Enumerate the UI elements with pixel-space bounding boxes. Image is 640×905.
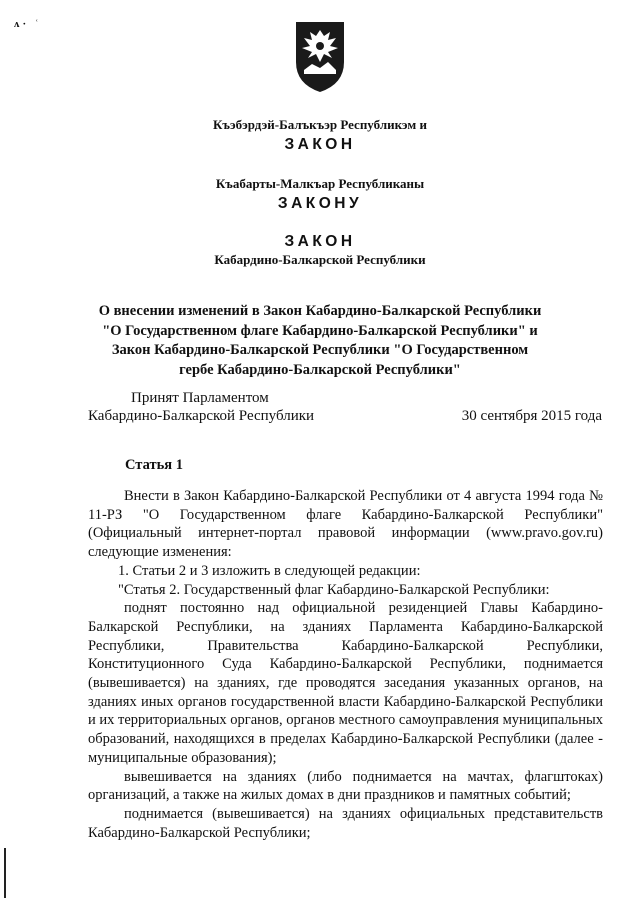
coat-of-arms-emblem — [294, 18, 346, 94]
paragraph: поднимается (вывешивается) на зданиях официальных представительств Кабардино-Балкарской Республики; — [88, 805, 603, 841]
paragraph: 1. Статьи 2 и 3 изложить в следующей редакции: — [118, 562, 421, 579]
law-title-line: Закон Кабардино-Балкарской Республики "О Государственном — [111, 342, 529, 358]
article-heading: Статья 1 — [125, 457, 183, 473]
header-word-balkar: ЗАКОНУ — [277, 195, 363, 212]
law-title — [60, 302, 580, 380]
header-line-balkar: Къабарты-Малкъар Республиканы — [215, 176, 425, 191]
scan-specks: ʌ· ʿ — [14, 18, 42, 30]
law-title-line: О внесении изменений в Закон Кабардино-Балкарской Республики — [98, 303, 542, 319]
header-line-kabardian: Къэбэрдэй-Балъкъэр Республикэм и — [212, 117, 428, 132]
adopted-by-line: Принят Парламентом — [131, 390, 269, 406]
law-title-line: гербе Кабардино-Балкарской Республики" — [179, 361, 461, 378]
adoption-date: 30 сентября 2015 года — [461, 408, 602, 424]
article-body — [88, 487, 603, 842]
paragraph: поднят постоянно над официальной резиденцией Главы Кабардино-Балкарской Республики, на зданиях Парламента Кабардино-Балкарской Республики, Правительства Кабардино-Балкарской Республики, Конституционного Суда Кабардино-Балкарской Республики, поднимается (вывешивается) на зданиях, где проводятся заседания указанных органов, на зданиях иных органов государственной власти Кабардино-Балкарской Республики и их территориальных органов, органов местного самоуправления муниципальных образований, находящихся в пределах Кабардино-Балкарской Республики (далее - муниципальные образования); — [88, 600, 603, 766]
adopted-by-body: Кабардино-Балкарской Республики — [88, 408, 315, 424]
header-line-russian: Кабардино-Балкарской Республики — [214, 252, 426, 267]
header-word-russian: ЗАКОН — [284, 233, 356, 250]
paragraph: "Статья 2. Государственный флаг Кабардино-Балкарской Республики: — [118, 581, 550, 598]
scan-margin-mark — [4, 848, 6, 898]
law-title-line: "О Государственном флаге Кабардино-Балкарской Республики" и — [102, 322, 538, 339]
paragraph: вывешивается на зданиях (либо поднимается на мачтах, флагштоках) организаций, а также на жилых домах в дни праздников и памятных событий; — [88, 768, 603, 804]
paragraph: Внести в Закон Кабардино-Балкарской Республики от 4 августа 1994 года № 11-РЗ "О Государственном флаге Кабардино-Балкарской Республики" (Официальный интернет-портал правовой информации (www.pravo.gov.ru) следующие изменения: — [88, 488, 603, 561]
header-word-kabardian: ЗАКОН — [284, 136, 356, 153]
